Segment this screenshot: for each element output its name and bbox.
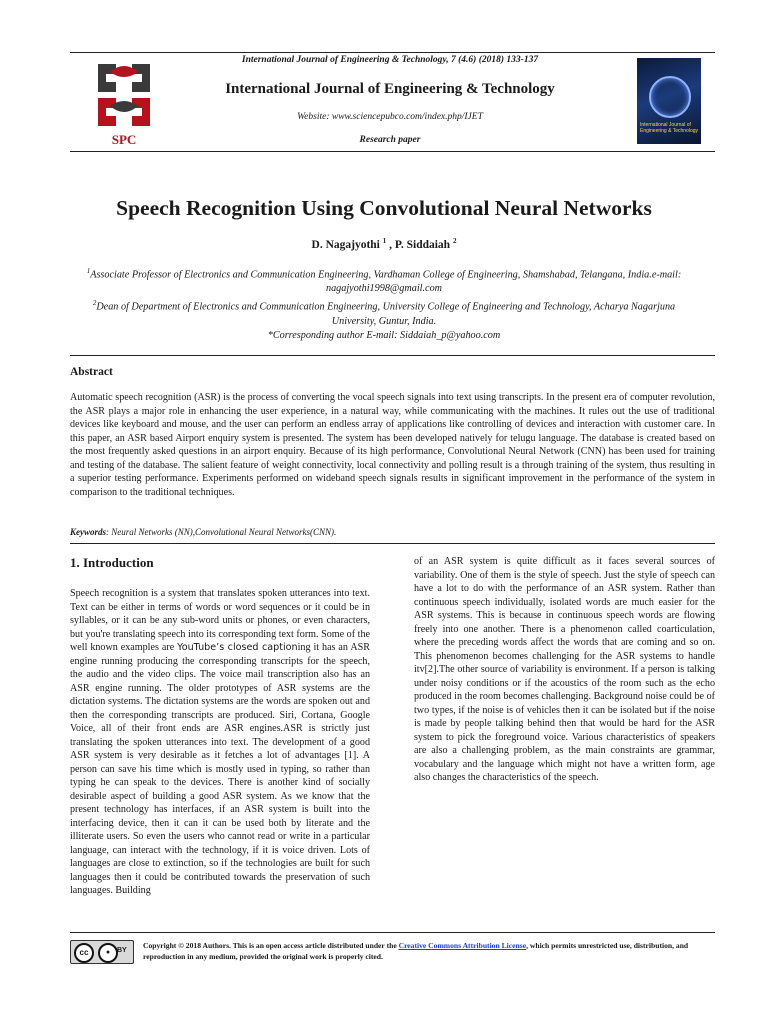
author-affiliation-mark: 1: [382, 237, 387, 245]
spc-logo: [88, 58, 160, 148]
copyright-text-post: , which permits unrestricted use, distribution, and reproduction in any medium, provided the original work is properly cited.: [143, 941, 689, 961]
abstract-heading: Abstract: [70, 366, 113, 378]
cover-title: International Journal of Engineering & Technology: [640, 122, 699, 134]
affiliation-1: [70, 264, 698, 296]
intro-column-left: [70, 587, 370, 898]
keywords: [70, 527, 715, 537]
journal-name: International Journal of Engineering & Technology: [225, 81, 555, 97]
attribution-icon: ●: [98, 943, 118, 963]
journal-cover-image: [637, 58, 701, 144]
section-heading-introduction: 1. Introduction: [70, 555, 154, 570]
affiliation-text: Associate Professor of Electronics and Communication Engineering, Vardhaman College of Engineering, Shamshabad, Telangana, India.e-mail: nagajyothi1998@gmail.com: [90, 269, 682, 295]
paper-type-label: Research paper: [359, 135, 421, 145]
author-list: D. Nagajyothi $^1$ , P. Siddaiah $^2$: [311, 237, 457, 251]
intro-left-handwritten-text: YouTube’s closed caption: [177, 642, 298, 653]
header-bottom-rule: [70, 151, 715, 152]
affiliations: [70, 264, 698, 343]
cc-license-badge[interactable]: [70, 940, 134, 964]
footer-rule: [70, 932, 715, 933]
journal-citation: International Journal of Engineering & Technology, 7 (4.6) (2018) 133-137: [241, 55, 539, 65]
author-name: P. Siddaiah: [394, 238, 451, 251]
abstract-top-rule: [70, 355, 715, 356]
corresponding-author: *Corresponding author E-mail: Siddaiah_p@yahoo.com: [267, 329, 501, 341]
author-affiliation-mark: 2: [452, 237, 457, 245]
intro-left-part1: Speech recognition is a system that translates spoken utterances into text. Text can be either in terms of words or word sequences or it could be in syllables, or it can be any sub-word units or phones, or even characters, but you're translating speech into its corresponding text form. Some of the well known examples are: [70, 588, 370, 653]
license-link[interactable]: Creative Commons Attribution License: [398, 941, 527, 950]
author-name: D. Nagajyothi: [311, 238, 380, 251]
intro-column-right: of an ASR system is quite difficult as it faces several sources of variability. One of them is the style of speech. Just the style of speech can have a lot to do with the performance of an ASR system. Rather than continuous speech individually, isolated words are much easier for the ASR systems. This is because in continuous speech words are flowing freely into one another. There is a phenomenon called coarticulation, where the preceding words affect the words that are coming and so on. This phenomenon becomes challenging for the ASR systems to handle itv[2].The other source of variability is environment. If a person is talking under noisy conditions or if the acoustics of the room such as the echo produced in the room becomes challenging. Background noise could be of two types, if the noise is of vehicles then it can be isolated but if the noise is made by people talking behind then that would be hard for the ASR system to pick the foreground voice. Various characteristics of speakers are also a challenging problem, as the main constraints are grammar, vocabulary and the language which might not have a written form, age also changes the characteristics of the speech.: [414, 556, 715, 783]
intro-left-part2: ing it has an ASR engine running producing the corresponding transcripts for the speech, the audio and the video clips. The voice mail transcription also has an ASR engine running. The older prototypes of ASR systems are the dictation systems. The dictation systems are the words are spoken out and then the corresponding transcripts are produced. Siri, Cortana, Google Voice, all of their front ends are ASR engines.ASR is strictly just translating the spoken utterances into text. The development of a good ASR system is very desirable as it fetches a lot of advantages [1]. A person can save his time which is mostly used in typing, so rather than typing he can speak to the devices. There is another kind of socially desirable aspect of building a good ASR system. As we know that the present technology has interfaces, if an ASR system is built into the interfacing device, then it can it can be used both by literate and the illiterate users. So even the users who cannot read or write in a particular language, can interact with the technology, if it is voice driven. Lots of languages are close to extinction, so if the technologies are built for such languages then it could be contributed towards the preservation of such languages. Building: [70, 642, 370, 896]
cc-icon: cc: [74, 943, 94, 963]
abstract-text: Automatic speech recognition (ASR) is the process of converting the vocal speech signals into text using transcripts. In the present era of computer revolution, the ASR plays a major role in enhancing the user experience, in a natural way, while communicating with the machines. It rules out the use of traditional devices like keyboard and mouse, and the user can perform an endless array of applications like controlling of devices and interaction with customer care. In this paper, an ASR based Airport enquiry system is presented. The system has been developed natively for telugu language. The database is created based on the most frequently asked questions in an airport enquiry. Because of its high performance, Convolutional Neural Network (CNN) has been used for training and testing of the database. The salient feature of weight connectivity, local connectivity and polling result is a through training of the system, thus resulting in a superior testing performance. Experiments performed on wideband speech signals results in significant improvement in the performance of the system in comparison to the traditional techniques.: [70, 392, 715, 498]
affiliation-text: Dean of Department of Electronics and Communication Engineering, University College of Engineering and Technology, Acharya Nagarjuna University, Guntur, India.: [96, 301, 676, 327]
affiliation-mark: 2: [92, 299, 97, 308]
journal-website[interactable]: Website: www.sciencepubco.com/index.php/IJET: [297, 112, 483, 122]
copyright-text-pre: Copyright © 2018 Authors. This is an open access article distributed under the: [143, 941, 399, 950]
keywords-text: : Neural Networks (NN),Convolutional Neural Networks(CNN).: [106, 527, 337, 537]
logo-text: SPC: [111, 132, 137, 147]
by-label: BY: [117, 947, 127, 954]
cover-globe-graphic: [649, 76, 691, 118]
paper-title: Speech Recognition Using Convolutional Neural Networks: [116, 196, 652, 220]
abstract-bottom-rule: [70, 543, 715, 544]
copyright-notice: [143, 941, 718, 962]
keywords-label: Keywords: [70, 527, 106, 537]
affiliation-2: [70, 296, 698, 328]
affiliation-mark: 1: [86, 267, 91, 275]
header-top-rule: [70, 52, 715, 53]
